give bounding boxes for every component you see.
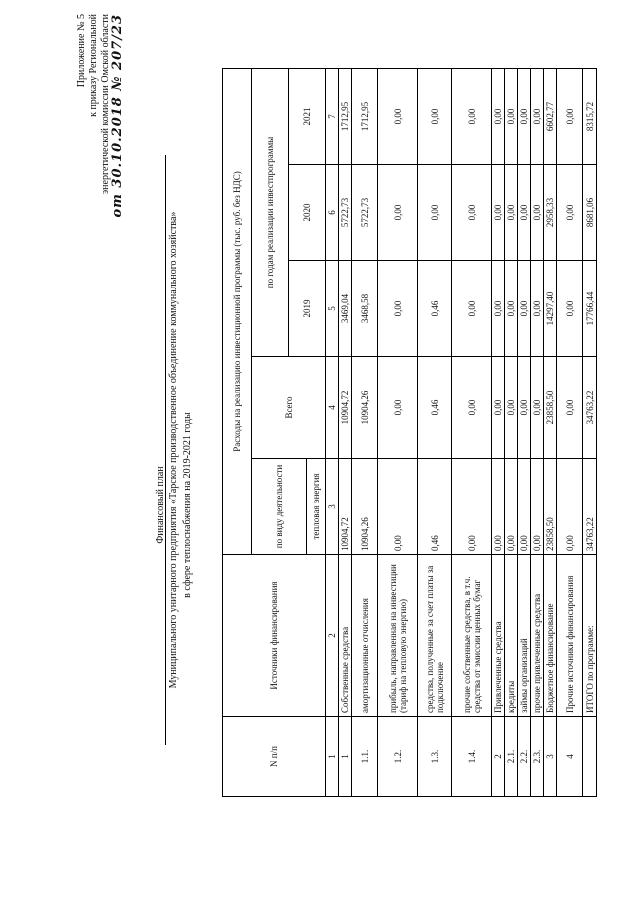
row-number: 2: [492, 717, 505, 797]
value-2020: 0,00: [518, 165, 531, 261]
value-heat-energy: 0,00: [531, 459, 544, 555]
value-2020: 0,00: [505, 165, 518, 261]
value-heat-energy: 23858,50: [544, 459, 557, 555]
value-2021: 6602,77: [544, 69, 557, 165]
value-total: 10904,72: [339, 357, 352, 459]
value-2019: 3469,04: [339, 261, 352, 357]
row-source-name: прочие привлеченные средства: [531, 555, 544, 717]
value-2019: 0,00: [557, 261, 583, 357]
header-source: Источники финансирования: [223, 555, 326, 717]
appendix-line-1: Приложение № 5: [76, 14, 87, 88]
table-row: [452, 69, 492, 797]
value-2020: 0,00: [531, 165, 544, 261]
value-2021: 0,00: [418, 69, 452, 165]
row-source-name: средства, полученные за счет платы за подключение: [418, 555, 452, 717]
doc-subtitle-organization: Муниципального унитарного предприятия «Тарское производственное объединение коммунального хозяйства»: [168, 211, 179, 689]
value-total: 0,00: [452, 357, 492, 459]
value-total: 0,00: [531, 357, 544, 459]
row-number: 2.1.: [505, 717, 518, 797]
table-row: [518, 69, 531, 797]
value-total: 23858,50: [544, 357, 557, 459]
appendix-note: [76, 14, 124, 314]
value-2020: 5722,73: [339, 165, 352, 261]
table-header-row-1: [223, 69, 252, 797]
value-heat-energy: 0,00: [557, 459, 583, 555]
value-total: 0,00: [518, 357, 531, 459]
value-heat-energy: 0,00: [492, 459, 505, 555]
value-total: 0,46: [418, 357, 452, 459]
title-underline: [165, 155, 166, 745]
row-number: [583, 717, 597, 797]
row-number: 1: [339, 717, 352, 797]
header-heat-energy: тепловая энергия: [307, 459, 326, 555]
value-2021: 0,00: [492, 69, 505, 165]
value-2019: 0,00: [505, 261, 518, 357]
colnum-5: 5: [326, 261, 339, 357]
value-heat-energy: 0,46: [418, 459, 452, 555]
value-2021: 0,00: [378, 69, 418, 165]
colnum-2: 2: [326, 555, 339, 717]
row-number: 3: [544, 717, 557, 797]
value-total: 0,00: [492, 357, 505, 459]
row-source-name: Бюджетное финансирование: [544, 555, 557, 717]
table-row: [378, 69, 418, 797]
table-row: [418, 69, 452, 797]
doc-title: Финансовый план: [155, 466, 166, 544]
value-2020: 0,00: [557, 165, 583, 261]
row-source-name: кредиты: [505, 555, 518, 717]
value-2021: 8315,72: [583, 69, 597, 165]
value-2019: 0,00: [452, 261, 492, 357]
header-expenses: Расходы на реализацию инвестиционной программы (тыс. руб. без НДС): [223, 69, 252, 555]
value-heat-energy: 0,00: [518, 459, 531, 555]
value-2019: 0,46: [418, 261, 452, 357]
value-2021: 0,00: [557, 69, 583, 165]
value-2020: 0,00: [378, 165, 418, 261]
value-heat-energy: 10904,72: [339, 459, 352, 555]
table-row: [352, 69, 378, 797]
value-heat-energy: 34763,22: [583, 459, 597, 555]
table-row: [583, 69, 597, 797]
header-num: N п/п: [223, 717, 326, 797]
value-2021: 1712,95: [352, 69, 378, 165]
colnum-3: 3: [326, 459, 339, 555]
row-number: 1.4.: [452, 717, 492, 797]
table-row: [531, 69, 544, 797]
appendix-date-number: от 30.10.2018 № 207/23: [110, 14, 125, 218]
value-total: 0,00: [378, 357, 418, 459]
value-heat-energy: 10904,26: [352, 459, 378, 555]
table-row: [505, 69, 518, 797]
row-source-name: займы организаций: [518, 555, 531, 717]
row-number: 4: [557, 717, 583, 797]
colnum-6: 6: [326, 165, 339, 261]
table-row: [557, 69, 583, 797]
value-2021: 1712,95: [339, 69, 352, 165]
value-2019: 3468,58: [352, 261, 378, 357]
table-row: [544, 69, 557, 797]
row-source-name: Привлеченные средства: [492, 555, 505, 717]
value-total: 34763,22: [583, 357, 597, 459]
header-year-2020: 2020: [289, 165, 326, 261]
row-number: 1.2.: [378, 717, 418, 797]
colnum-4: 4: [326, 357, 339, 459]
row-number: 1.3.: [418, 717, 452, 797]
value-heat-energy: 0,00: [378, 459, 418, 555]
table-row: [492, 69, 505, 797]
value-2020: 0,00: [418, 165, 452, 261]
colnum-1: 1: [326, 717, 339, 797]
row-source-name: Собственные средства: [339, 555, 352, 717]
header-year-2019: 2019: [289, 261, 326, 357]
appendix-line-2: к приказу Региональной: [88, 14, 99, 117]
header-by-years: по годам реализации инвестпрограммы: [252, 69, 289, 357]
value-2019: 0,00: [378, 261, 418, 357]
row-number: 2.2.: [518, 717, 531, 797]
value-2020: 0,00: [452, 165, 492, 261]
value-2020: 8681,06: [583, 165, 597, 261]
header-total: Всего: [252, 357, 326, 459]
value-2021: 0,00: [505, 69, 518, 165]
doc-subtitle-period: в сфере теплоснабжения на 2019-2021 годы: [182, 412, 193, 598]
header-year-2021: 2021: [289, 69, 326, 165]
value-2020: 2958,33: [544, 165, 557, 261]
value-2020: 5722,73: [352, 165, 378, 261]
row-source-name: амортизационные отчисления: [352, 555, 378, 717]
column-number-row: [326, 69, 339, 797]
value-2021: 0,00: [452, 69, 492, 165]
row-source-name: ИТОГО по программе:: [583, 555, 597, 717]
row-number: 2.3.: [531, 717, 544, 797]
row-number: 1.1.: [352, 717, 378, 797]
value-2019: 0,00: [518, 261, 531, 357]
value-2019: 17766,44: [583, 261, 597, 357]
value-2021: 0,00: [518, 69, 531, 165]
value-total: 0,00: [505, 357, 518, 459]
table-row: [339, 69, 352, 797]
value-heat-energy: 0,00: [452, 459, 492, 555]
value-2019: 14297,40: [544, 261, 557, 357]
row-source-name: прибыль, направленная на инвестиции (тариф на тепловую энергию): [378, 555, 418, 717]
value-2019: 0,00: [492, 261, 505, 357]
value-heat-energy: 0,00: [505, 459, 518, 555]
financial-plan-table: [222, 68, 597, 797]
value-2019: 0,00: [531, 261, 544, 357]
row-source-name: прочие собственные средства, в т.ч. средства от эмиссии ценных бумаг: [452, 555, 492, 717]
value-total: 10904,26: [352, 357, 378, 459]
colnum-7: 7: [326, 69, 339, 165]
value-2021: 0,00: [531, 69, 544, 165]
row-source-name: Прочие источники финансирования: [557, 555, 583, 717]
appendix-line-3: энергетической комиссии Омской области: [100, 14, 111, 195]
value-total: 0,00: [557, 357, 583, 459]
header-by-activity: по виду деятельности: [252, 459, 307, 555]
value-2020: 0,00: [492, 165, 505, 261]
